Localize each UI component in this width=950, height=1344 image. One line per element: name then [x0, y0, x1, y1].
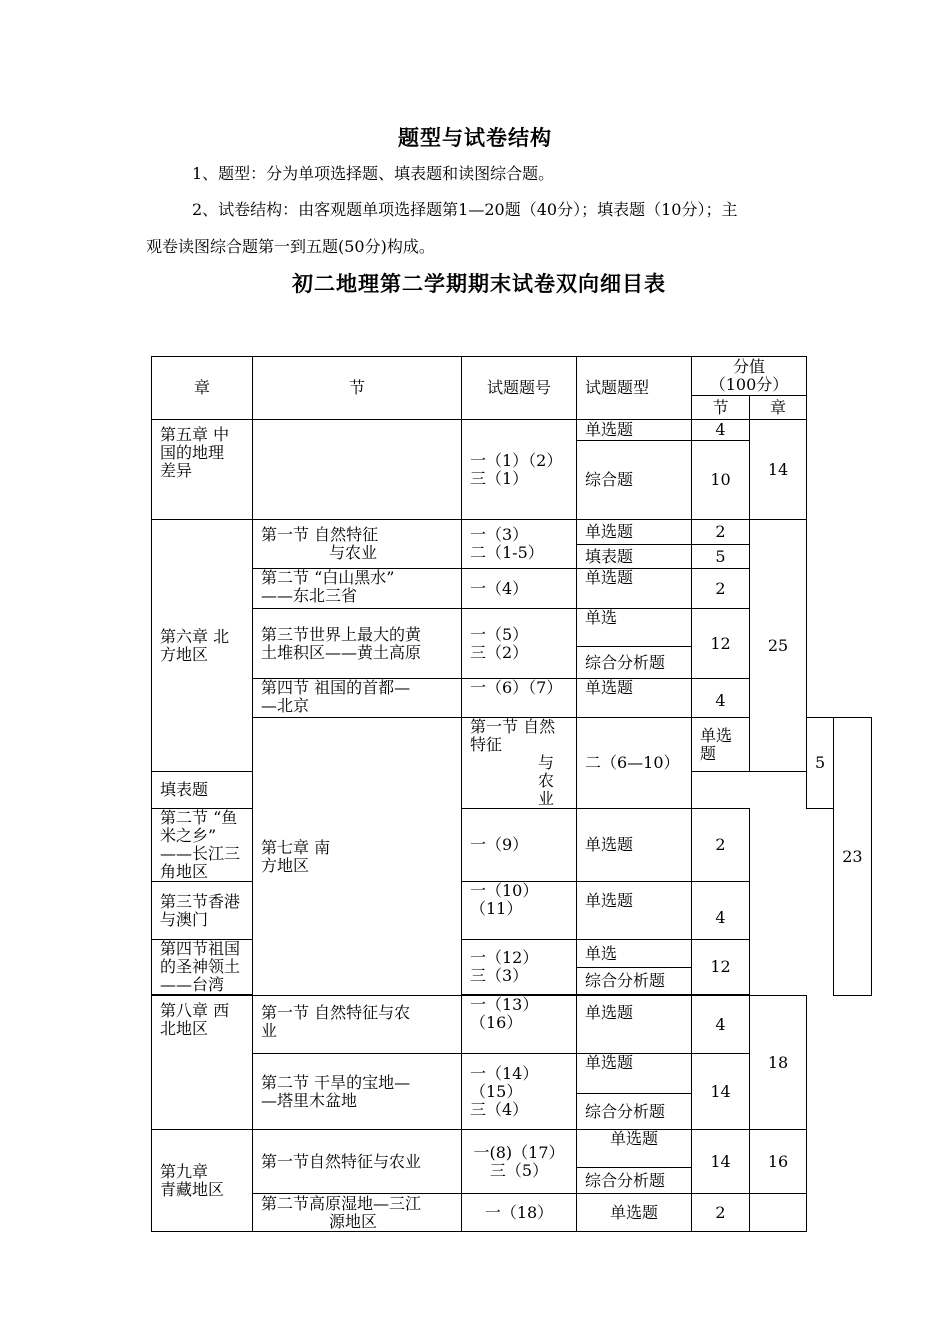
- question-type-cell: 综合分析题: [577, 647, 692, 679]
- section-name: 第二节 “白山黑水”: [261, 568, 395, 587]
- section-name: 第一节 自然特征与农: [261, 1003, 411, 1022]
- header-row: [152, 357, 872, 396]
- question-no: 一（10）: [470, 881, 539, 900]
- chapter-score-cell: 14: [750, 420, 807, 520]
- question-type-cell: 单选题: [577, 520, 692, 545]
- section-name: 与农业: [538, 753, 555, 808]
- section-name: 第二节 干旱的宝地—: [261, 1072, 411, 1092]
- table-row: [152, 520, 872, 545]
- question-no-cell: [462, 1054, 577, 1130]
- table-row: [152, 1130, 872, 1168]
- section-score-cell: 2: [692, 569, 750, 609]
- chapter-score-cell: 18: [750, 996, 807, 1130]
- section-score-cell: 4: [692, 420, 750, 441]
- question-type-paragraph: 1、题型：分为单项选择题、填表题和读图综合题。: [192, 164, 555, 183]
- question-type-cell: 单选题: [577, 1194, 692, 1232]
- header-score-label: 分值: [732, 357, 765, 376]
- section-score-cell: 14: [692, 1054, 750, 1130]
- section-cell: [253, 1054, 462, 1130]
- question-no: （15）: [470, 1081, 523, 1101]
- question-type-cell: 单选题: [577, 569, 692, 609]
- section-cell: [253, 996, 462, 1054]
- question-no: 一（1）（2）: [470, 450, 563, 470]
- question-type-cell: 单选题: [577, 420, 692, 441]
- question-no-cell: 一（4）: [462, 569, 577, 609]
- question-type-cell: 单选题: [692, 718, 750, 772]
- chapter-score-cell: 25: [750, 520, 807, 772]
- section-name: —塔里木盆地: [261, 1090, 358, 1110]
- section-name: 第三节世界上最大的黄: [261, 624, 422, 644]
- chapter-name: 第六章 北: [160, 626, 230, 646]
- section-score-cell: 5: [692, 545, 750, 569]
- section-name: 第四节祖国的圣神领土: [160, 939, 241, 976]
- section-cell: [253, 679, 462, 718]
- chapter-name: 方地区: [160, 644, 209, 664]
- section-name: 第二节 “鱼米之乡”: [160, 808, 238, 845]
- section-score-cell: 10: [692, 441, 750, 520]
- header-section-score: 节: [692, 396, 750, 420]
- header-section: 节: [253, 357, 462, 420]
- question-type-cell: 单选题: [577, 882, 692, 940]
- section-score-cell: 14: [692, 1130, 750, 1194]
- question-no: 三（2）: [470, 642, 529, 662]
- table-row: [152, 1194, 872, 1232]
- section-score-cell: 4: [692, 882, 750, 940]
- table-row: [152, 420, 872, 441]
- section-name: 第二节高原湿地—三江: [261, 1193, 422, 1213]
- question-no: 一（5）: [470, 624, 529, 644]
- chapter-name: 第五章 中: [160, 425, 230, 444]
- table-row: [152, 996, 872, 1054]
- question-type-cell: 单选题: [577, 809, 692, 882]
- question-no-cell: 二（6—10）: [577, 718, 692, 809]
- section-score-cell: 12: [692, 609, 750, 679]
- header-score: [692, 357, 807, 396]
- question-no: 三（3）: [470, 966, 529, 985]
- question-type-cell: 单选: [577, 940, 692, 968]
- chapter-cell: [152, 1130, 253, 1232]
- chapter-score-cell: 23: [834, 718, 871, 996]
- question-no: 一（13）: [470, 995, 539, 1014]
- question-no: 三（5）: [489, 1160, 549, 1180]
- section-score-cell: 12: [692, 940, 750, 995]
- header-question-no: 试题题号: [462, 357, 577, 420]
- header-chapter: 章: [152, 357, 253, 420]
- question-type-cell: 填表题: [577, 545, 692, 569]
- question-no-cell: [462, 520, 577, 569]
- chapter-cell: [152, 996, 253, 1130]
- section-name: 业: [261, 1021, 278, 1040]
- chapter-cell: [253, 718, 462, 996]
- question-no: 一(8)（17）: [473, 1142, 565, 1162]
- section-score-cell: 5: [807, 718, 834, 809]
- question-no-cell: 一（6）（7）: [462, 679, 577, 718]
- section-name: 第四节 祖国的首都—: [261, 678, 411, 697]
- question-type-cell: 综合题: [577, 441, 692, 520]
- section-name: 第一节 自然特征: [470, 717, 556, 754]
- structure-paragraph-line1: 2、试卷结构：由客观题单项选择题第1—20题（40分）；填表题（10分）；主: [192, 200, 738, 219]
- chapter-name: 北地区: [160, 1019, 209, 1038]
- question-type-cell: 综合分析题: [577, 1094, 692, 1130]
- question-no-cell: 一（9）: [462, 809, 577, 882]
- section-name: ——东北三省: [261, 586, 358, 605]
- page-heading: 题型与试卷结构: [398, 125, 552, 150]
- question-type-cell: 单选题: [577, 1130, 692, 1168]
- question-no-cell: [462, 996, 577, 1054]
- section-name: 与农业: [329, 543, 378, 562]
- chapter-score-cell: [750, 1194, 807, 1232]
- question-no: 三（1）: [470, 468, 529, 488]
- section-cell: 第一节自然特征与农业: [253, 1130, 462, 1194]
- chapter-cell: [152, 520, 253, 772]
- question-no-cell: [462, 609, 577, 679]
- section-name: 土堆积区——黄土高原: [261, 642, 422, 662]
- question-no-cell: 一（18）: [462, 1194, 577, 1232]
- question-no: 一（12）: [470, 948, 539, 967]
- exam-spec-table: [151, 356, 872, 1232]
- section-cell: [253, 1194, 462, 1232]
- section-name: ——长江三角地区: [160, 844, 241, 881]
- section-cell: [462, 718, 577, 809]
- header-question-type: 试题题型: [577, 357, 692, 420]
- chapter-name: 第八章 西: [160, 1001, 230, 1020]
- section-cell: 第三节香港与澳门: [152, 882, 253, 940]
- question-no: （16）: [470, 1013, 523, 1032]
- question-type-cell: 单选: [577, 609, 692, 647]
- chapter-name: 第七章 南: [261, 837, 331, 857]
- section-name: 第一节 自然特征: [261, 525, 379, 544]
- question-no: 一（14）: [470, 1063, 539, 1083]
- question-type-cell: 单选题: [577, 1054, 692, 1094]
- chapter-name: 青藏地区: [160, 1179, 225, 1199]
- question-type-cell: 单选题: [577, 996, 692, 1054]
- question-no: 一（3）: [470, 525, 529, 544]
- chapter-name: 方地区: [261, 855, 310, 875]
- section-cell: [253, 420, 462, 520]
- chapter-score-cell: 16: [750, 1130, 807, 1194]
- chapter-name: 第九章: [160, 1161, 209, 1181]
- question-no-cell: [462, 420, 577, 520]
- section-name: —北京: [261, 696, 310, 715]
- section-score-cell: 2: [692, 809, 750, 882]
- chapter-name: 差异: [160, 461, 193, 480]
- question-type-cell: 综合分析题: [577, 1168, 692, 1194]
- question-no-cell: [462, 940, 577, 995]
- question-no-cell: [462, 882, 577, 940]
- section-score-cell: 4: [692, 679, 750, 718]
- question-type-cell: 综合分析题: [577, 968, 692, 995]
- header-score-total: （100分）: [709, 375, 789, 394]
- section-name: 源地区: [329, 1211, 378, 1231]
- section-cell: [152, 809, 253, 882]
- question-no: 三（4）: [470, 1099, 529, 1119]
- header-chapter-score: 章: [750, 396, 807, 420]
- question-no: 二（1-5）: [470, 543, 544, 562]
- section-score-cell: 2: [692, 520, 750, 545]
- section-score-cell: 4: [692, 996, 750, 1054]
- question-type-cell: 单选题: [577, 679, 692, 718]
- question-type-cell: 填表题: [152, 772, 253, 809]
- section-cell: [253, 520, 462, 569]
- section-cell: [152, 940, 253, 995]
- section-cell: [253, 569, 462, 609]
- section-score-cell: 2: [692, 1194, 750, 1232]
- question-no: （11）: [470, 899, 523, 918]
- section-name: ——台湾: [160, 975, 225, 994]
- chapter-name: 国的地理: [160, 443, 225, 462]
- table-title: 初二地理第二学期期末试卷双向细目表: [292, 271, 666, 296]
- structure-paragraph-line2: 观卷读图综合题第一到五题(50分)构成。: [146, 237, 435, 256]
- question-no-cell: [462, 1130, 577, 1194]
- section-cell: [253, 609, 462, 679]
- chapter-cell: [152, 420, 253, 520]
